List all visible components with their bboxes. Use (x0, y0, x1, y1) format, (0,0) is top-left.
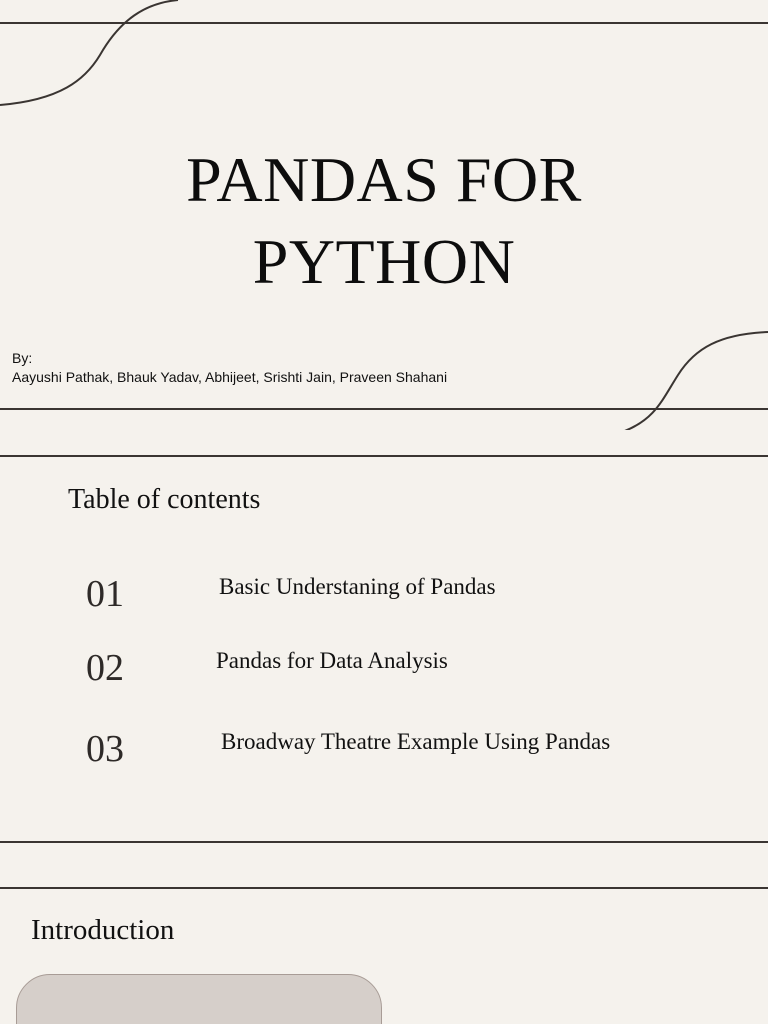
toc-top-rule (0, 455, 768, 457)
title-line-2: PYTHON (252, 226, 516, 297)
decorative-curve-top-left (0, 0, 200, 120)
intro-top-rule (0, 887, 768, 889)
toc-bottom-rule (0, 841, 768, 843)
toc-item-label-2[interactable]: Pandas for Data Analysis (216, 648, 448, 673)
title-line-1: PANDAS FOR (186, 144, 582, 215)
toc-slide (0, 432, 768, 862)
intro-slide (0, 866, 768, 1024)
authors-list: Aayushi Pathak, Bhauk Yadav, Abhijeet, Srishti Jain, Praveen Shahani (12, 369, 448, 385)
by-label: By: (12, 350, 33, 366)
toc-item-label-1[interactable]: Basic Understaning of Pandas (219, 574, 496, 599)
cover-slide (0, 0, 768, 430)
toc-heading: Table of contents (68, 484, 261, 515)
toc-number-2: 02 (86, 647, 124, 689)
toc-number-3: 03 (86, 728, 124, 770)
intro-heading: Introduction (31, 914, 175, 946)
decorative-curve-bottom-right (600, 320, 768, 430)
toc-item-label-3[interactable]: Broadway Theatre Example Using Pandas (221, 729, 611, 754)
intro-content-card (16, 974, 382, 1024)
toc-number-1: 01 (86, 573, 124, 615)
